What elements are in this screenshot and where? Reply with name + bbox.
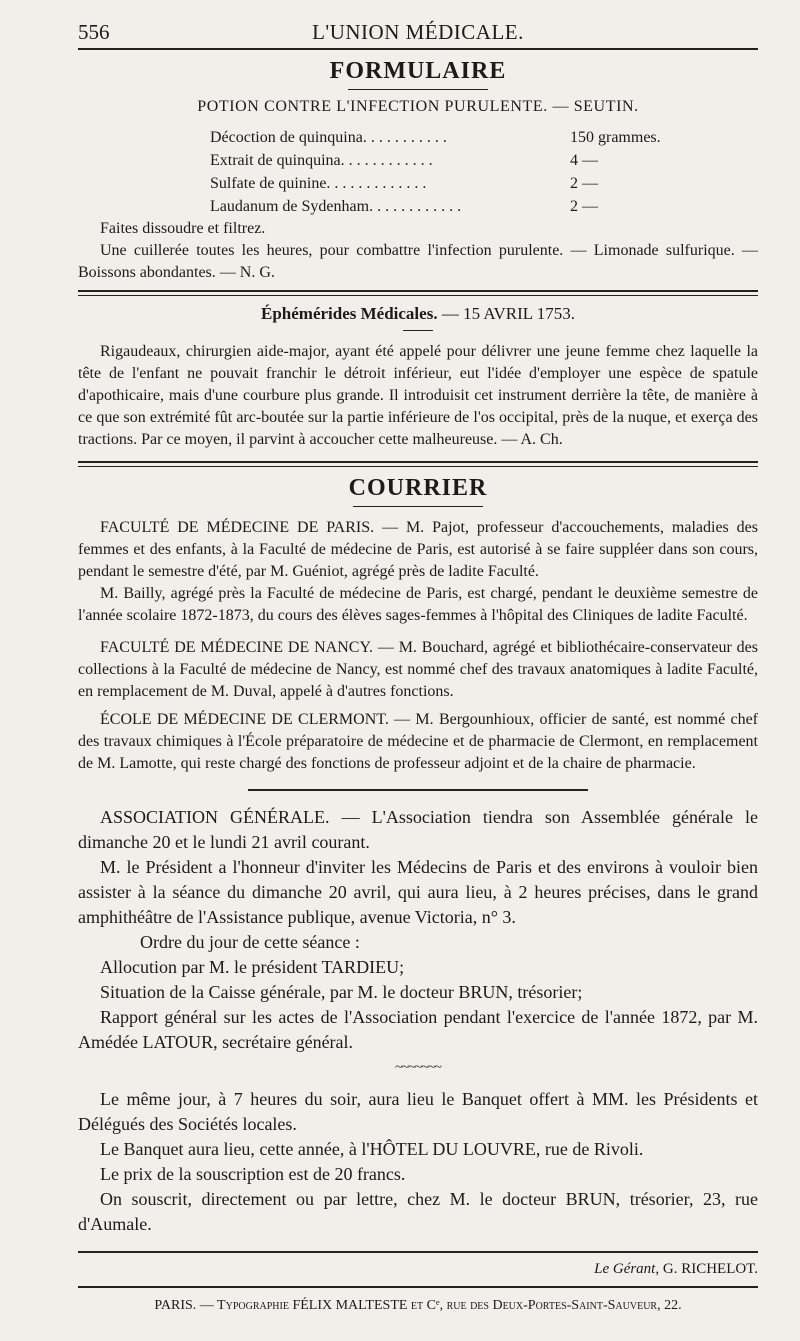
ingredient-name: Sulfate de quinine. . . . . . . . . . . . . bbox=[210, 175, 427, 192]
association-notice bbox=[78, 805, 758, 855]
association-invitation: M. le Président a l'honneur d'inviter les Médecins de Paris et des environs à vouloir bien assister à la séance du dimanche 20 avril, qui aura lieu, à 2 heures précises, dans le grand amphithéâtre de l'Assistance publique, avenue Victoria, n° 3. bbox=[78, 857, 758, 927]
ingredient-qty: 4 — bbox=[570, 152, 598, 169]
ingredient-name: Décoction de quinquina. . . . . . . . . . . bbox=[210, 129, 447, 146]
courrier-item-lead: FACULTÉ DE MÉDECINE DE PARIS. bbox=[100, 519, 375, 536]
printer-imprint: PARIS. — Typographie FÉLIX MALTESTE et Cᵉ, rue des Deux-Portes-Saint-Sauveur, 22. bbox=[154, 1298, 682, 1313]
courrier-item-text: — M. Bergounhioux, officier de santé, est nommé chef des travaux chimiques à l'École préparatoire de médecine et de pharmacie de Clermont, en remplacement de M. Lamotte, qui reste chargé des fonctions de professeur adjoint et de la chaire de pharmacie. bbox=[78, 711, 759, 772]
ingredient-name: Laudanum de Sydenham. . . . . . . . . . . . bbox=[210, 198, 462, 215]
agenda-title: Ordre du jour de cette séance : bbox=[140, 932, 360, 952]
courrier-item-lead: FACULTÉ DE MÉDECINE DE NANCY. bbox=[100, 639, 373, 656]
recipe-ingredients bbox=[210, 126, 680, 218]
ephemerides-heading bbox=[78, 304, 758, 324]
ingredient-row bbox=[210, 195, 680, 218]
mid-divider bbox=[248, 789, 588, 791]
association-block bbox=[78, 805, 758, 1237]
courrier-item bbox=[78, 517, 758, 583]
section-divider bbox=[78, 290, 758, 296]
courrier-item-text: M. Bailly, agrégé près la Faculté de médecine de Paris, est chargé, pendant le deuxième semestre de l'année scolaire 1872-1873, du cours des élèves sages-femmes à l'hôpital des Cliniques de ladite Faculté. bbox=[78, 585, 758, 624]
ingredient-qty: 2 — bbox=[570, 175, 598, 192]
banquet-line: Le même jour, à 7 heures du soir, aura lieu le Banquet offert à MM. les Présidents et Délégués des Sociétés locales. bbox=[78, 1089, 758, 1134]
recipe-dosage: Une cuillerée toutes les heures, pour combattre l'infection purulente. — Limonade sulfurique. — Boissons abondantes. — N. G. bbox=[78, 242, 758, 281]
ingredient-name: Extrait de quinquina. . . . . . . . . . . . bbox=[210, 152, 433, 169]
ingredient-qty: 150 grammes. bbox=[570, 129, 661, 146]
formulaire-heading: FORMULAIRE bbox=[329, 58, 507, 84]
recipe-title: POTION CONTRE L'INFECTION PURULENTE. — SEUTIN. bbox=[197, 98, 639, 115]
agenda-item: Rapport général sur les actes de l'Association pendant l'exercice de l'année 1872, par M. Amédée LATOUR, secrétaire général. bbox=[78, 1007, 758, 1052]
agenda-item: Allocution par M. le président TARDIEU; bbox=[100, 957, 405, 977]
section-divider bbox=[78, 461, 758, 467]
courrier-item bbox=[78, 709, 758, 775]
courrier-item bbox=[78, 583, 758, 627]
association-text: — L'Association tiendra son Assemblée générale le dimanche 20 et le lundi 21 avril courant. bbox=[78, 807, 758, 852]
courrier-item-lead: ÉCOLE DE MÉDECINE DE CLERMONT. bbox=[100, 711, 389, 728]
banquet-line: Le prix de la souscription est de 20 francs. bbox=[100, 1164, 406, 1184]
ephemerides-body: Rigaudeaux, chirurgien aide-major, ayant été appelé pour délivrer une jeune femme chez laquelle la tête de l'enfant ne pouvait franchir le détroit inférieur, eut l'idée d'employer une espèce de spatule d'apothicaire, mais d'une courbure plus grande. Il introduisit cet instrument derrière la tête, de manière à ce que son extrémité fût arc-boutée sur la partie inférieure de l'os occipital, près de la nuque, et exerça des tractions. Par ce moyen, il parvint à accoucher cette malheureuse. — A. Ch. bbox=[78, 343, 758, 448]
header-rule bbox=[78, 48, 758, 50]
ingredient-row bbox=[210, 172, 680, 195]
banquet-line: Le Banquet aura lieu, cette année, à l'HÔTEL DU LOUVRE, rue de Rivoli. bbox=[100, 1139, 644, 1159]
ingredient-row bbox=[210, 149, 680, 172]
gerant-signature bbox=[78, 1261, 758, 1278]
wave-ornament: ~~~~~~~ bbox=[394, 1060, 442, 1075]
formulaire-underline bbox=[348, 89, 488, 90]
footer-rule bbox=[78, 1251, 758, 1253]
banquet-line: On souscrit, directement ou par lettre, chez M. le docteur BRUN, trésorier, 23, rue d'Aumale. bbox=[78, 1189, 758, 1234]
page-header bbox=[78, 14, 758, 48]
ephemerides-rule bbox=[403, 330, 433, 331]
ephemerides-date: — 15 AVRIL 1753. bbox=[441, 304, 576, 323]
ingredient-qty: 2 — bbox=[570, 198, 598, 215]
ephemerides-title: Éphémérides Médicales. bbox=[260, 304, 438, 323]
journal-title: L'UNION MÉDICALE. bbox=[312, 20, 524, 44]
courrier-heading: COURRIER bbox=[348, 475, 488, 501]
ingredient-row bbox=[210, 126, 680, 149]
courrier-underline bbox=[353, 506, 483, 507]
page-number: 556 bbox=[78, 20, 110, 44]
footer-rule-2 bbox=[78, 1286, 758, 1288]
gerant-name: G. RICHELOT. bbox=[662, 1261, 758, 1277]
agenda-item: Situation de la Caisse générale, par M. le docteur BRUN, trésorier; bbox=[100, 982, 583, 1002]
recipe-instruction: Faites dissoudre et filtrez. bbox=[100, 220, 266, 237]
courrier-item-text: — M. Pajot, professeur d'accouchements, maladies des femmes et des enfants, à la Faculté de médecine de Paris, est autorisé à se faire suppléer dans son cours, pendant le semestre d'été, par M. Guéniot, agrégé près de ladite Faculté. bbox=[78, 519, 758, 580]
courrier-item-text: — M. Bouchard, agrégé et bibliothécaire-conservateur des collections à la Faculté de médecine de Nancy, est nommé chef des travaux anatomiques à ladite Faculté, en remplacement de M. Duval, appelé à d'autres fonctions. bbox=[78, 639, 759, 700]
gerant-label: Le Gérant, bbox=[594, 1261, 660, 1277]
association-lead: ASSOCIATION GÉNÉRALE. bbox=[100, 807, 330, 827]
courrier-item bbox=[78, 637, 758, 703]
